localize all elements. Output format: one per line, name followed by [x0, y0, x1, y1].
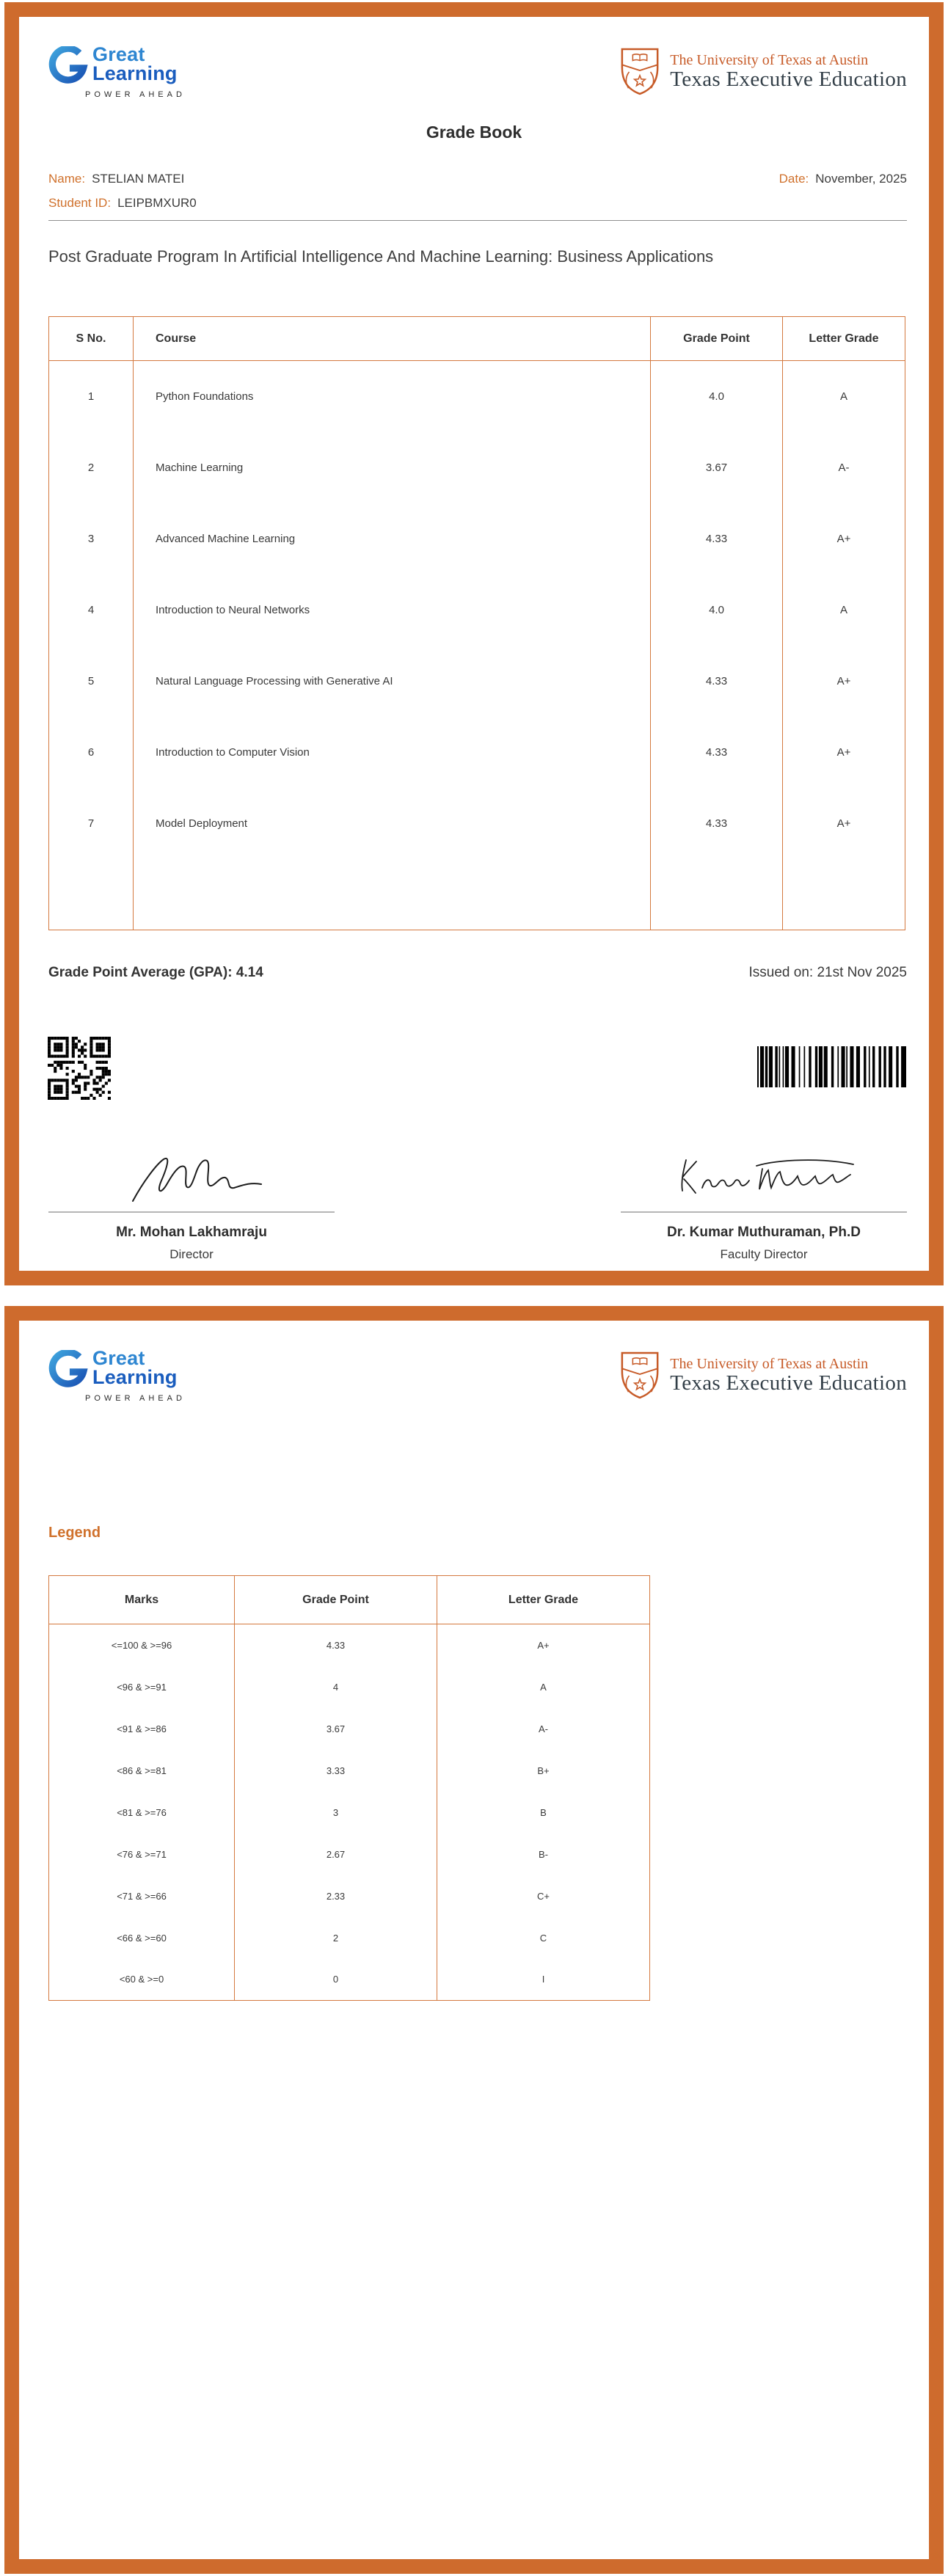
marks-cell: <76 & >=71: [117, 1848, 167, 1860]
course-cell: Python Foundations: [134, 361, 651, 432]
great-learning-wordmark: [92, 45, 178, 83]
grade-point-cell: 4.33: [651, 717, 783, 788]
grade-point-cell: 2: [235, 1917, 437, 1959]
marks-cell: <=100 & >=96: [111, 1639, 172, 1651]
column-header-letter-grade: Letter Grade: [783, 317, 905, 361]
page-title: Grade Book: [426, 123, 522, 142]
gradebook-page-2: [4, 1306, 944, 2574]
serial-cell: 4: [87, 603, 95, 616]
letter-grade-cell: A: [437, 1666, 650, 1708]
signatory-title: Director: [169, 1247, 214, 1261]
grade-point-cell: 0: [235, 1959, 437, 2001]
table-row: [49, 1834, 650, 1875]
great-learning-g-mark-icon: [48, 46, 90, 89]
student-id-value: LEIPBMXUR0: [117, 196, 197, 210]
marks-cell: <71 & >=66: [117, 1890, 167, 1902]
gl-tagline: POWER AHEAD: [85, 1394, 186, 1403]
grade-point-cell: 2.67: [235, 1834, 437, 1875]
grade-point-cell: 3: [235, 1792, 437, 1834]
program-title: Post Graduate Program In Artificial Intelligence And Machine Learning: Business Applications: [48, 247, 714, 266]
gl-tagline: POWER AHEAD: [85, 90, 186, 99]
table-row: [49, 1917, 650, 1959]
column-header-grade-point: Grade Point: [651, 317, 783, 361]
signatory-title: Faculty Director: [720, 1247, 808, 1261]
signature-row: [48, 1147, 907, 1262]
course-cell: Introduction to Neural Networks: [134, 574, 651, 646]
issued-on-text: Issued on: 21st Nov 2025: [748, 965, 907, 980]
ut-line1: The University of Texas at Austin: [670, 51, 869, 68]
table-row: [49, 574, 905, 646]
letter-grade-cell: B: [437, 1792, 650, 1834]
name-value: STELIAN MATEI: [92, 172, 185, 186]
section-divider: [48, 220, 907, 221]
serial-cell: 3: [87, 532, 95, 545]
course-cell: Advanced Machine Learning: [134, 503, 651, 574]
serial-cell: 7: [87, 817, 95, 830]
great-learning-logo: [48, 43, 232, 114]
letter-grade-cell: A+: [783, 503, 905, 574]
serial-cell: 1: [87, 390, 95, 403]
gl-word-learning: Learning: [92, 62, 178, 84]
serial-cell: 6: [87, 745, 95, 759]
table-header-row: [49, 1576, 650, 1624]
course-cell: Machine Learning: [134, 432, 651, 503]
signature-block-director: [48, 1147, 335, 1262]
student-fields: [48, 172, 907, 211]
grade-point-cell: 4.33: [651, 503, 783, 574]
summary-row: [48, 965, 907, 981]
table-row: [49, 1750, 650, 1792]
date-field: [779, 172, 907, 186]
gl-word-great: Great: [92, 1347, 145, 1369]
courses-table: [48, 316, 905, 930]
grade-point-cell: 4.0: [651, 361, 783, 432]
gl-word-great: Great: [92, 43, 145, 65]
grade-point-cell: 4.33: [235, 1624, 437, 1666]
table-row: [49, 1624, 650, 1666]
column-header-marks: Marks: [49, 1576, 235, 1624]
barcode: [757, 1046, 908, 1087]
ut-wordmark: [670, 52, 907, 91]
signatory-name: Mr. Mohan Lakhamraju: [116, 1225, 267, 1240]
table-header-row: [49, 317, 905, 361]
column-header-sno: S No.: [49, 317, 134, 361]
letter-grade-cell: B+: [437, 1750, 650, 1792]
letter-grade-cell: C+: [437, 1875, 650, 1917]
great-learning-g-mark-icon: [48, 1350, 90, 1393]
date-value: November, 2025: [815, 172, 907, 186]
column-header-grade-point: Grade Point: [235, 1576, 437, 1624]
name-label: Name:: [48, 172, 86, 186]
signature-block-faculty-director: [621, 1147, 907, 1262]
ut-shield-icon: [619, 1350, 661, 1400]
page-header: [48, 1347, 907, 1417]
qr-code: [48, 1037, 111, 1100]
marks-cell: <86 & >=81: [117, 1765, 167, 1776]
table-row: [49, 717, 905, 788]
signature-scribble-icon: [111, 1147, 272, 1208]
table-row: [49, 1708, 650, 1750]
letter-grade-cell: A+: [783, 717, 905, 788]
grade-point-cell: 4.33: [651, 788, 783, 859]
serial-cell: 5: [87, 674, 95, 687]
course-cell: Model Deployment: [134, 788, 651, 859]
name-field: [48, 172, 184, 186]
letter-grade-cell: A-: [437, 1708, 650, 1750]
marks-cell: <81 & >=76: [117, 1806, 167, 1818]
grade-point-cell: 4.33: [651, 646, 783, 717]
ut-line1: The University of Texas at Austin: [670, 1355, 869, 1372]
column-header-letter-grade: Letter Grade: [437, 1576, 650, 1624]
serial-cell: 2: [87, 461, 95, 474]
grade-point-cell: 3.33: [235, 1750, 437, 1792]
ut-shield-icon: [619, 46, 661, 96]
ut-line2: Texas Executive Education: [670, 67, 907, 91]
ut-wordmark: [670, 1356, 907, 1395]
table-row: [49, 1959, 650, 2001]
letter-grade-cell: I: [437, 1959, 650, 2001]
signature-line: [621, 1211, 907, 1213]
letter-grade-cell: A: [783, 361, 905, 432]
course-cell: Natural Language Processing with Generative AI: [134, 646, 651, 717]
table-row: [49, 788, 905, 859]
signatory-name: Dr. Kumar Muthuraman, Ph.D: [667, 1225, 861, 1240]
table-row: [49, 1792, 650, 1834]
marks-cell: <91 & >=86: [117, 1723, 167, 1734]
letter-grade-cell: C: [437, 1917, 650, 1959]
table-row: [49, 646, 905, 717]
letter-grade-cell: A+: [783, 646, 905, 717]
gl-word-learning: Learning: [92, 1366, 178, 1388]
letter-grade-cell: A+: [437, 1624, 650, 1666]
table-row: [49, 1666, 650, 1708]
letter-grade-cell: A: [783, 574, 905, 646]
signature-line: [48, 1211, 335, 1213]
ut-line2: Texas Executive Education: [670, 1371, 907, 1395]
gradebook-page-1: [4, 2, 944, 1285]
letter-grade-cell: A-: [783, 432, 905, 503]
legend-title: Legend: [48, 1525, 101, 1541]
grade-point-cell: 3.67: [651, 432, 783, 503]
letter-grade-cell: B-: [437, 1834, 650, 1875]
grade-point-cell: 4.0: [651, 574, 783, 646]
letter-grade-cell: A+: [783, 788, 905, 859]
marks-cell: <60 & >=0: [119, 1974, 164, 1985]
legend-table: [48, 1575, 650, 2001]
empty-filler-row: [49, 859, 905, 930]
grade-point-cell: 4: [235, 1666, 437, 1708]
course-cell: Introduction to Computer Vision: [134, 717, 651, 788]
page-header: [48, 43, 907, 114]
ut-austin-logo: [619, 46, 907, 96]
signature-scribble-icon: [668, 1147, 859, 1208]
table-row: [49, 503, 905, 574]
table-row: [49, 1875, 650, 1917]
student-id-label: Student ID:: [48, 196, 112, 210]
great-learning-wordmark: [92, 1349, 178, 1387]
table-row: [49, 361, 905, 432]
ut-austin-logo: [619, 1350, 907, 1400]
table-row: [49, 432, 905, 503]
marks-cell: <66 & >=60: [117, 1932, 167, 1944]
grade-point-cell: 3.67: [235, 1708, 437, 1750]
date-label: Date:: [779, 172, 809, 186]
column-header-course: Course: [134, 317, 651, 361]
great-learning-logo: [48, 1347, 232, 1417]
gpa-text: Grade Point Average (GPA): 4.14: [48, 965, 263, 980]
student-id-field: [48, 196, 197, 211]
marks-cell: <96 & >=91: [117, 1681, 167, 1693]
grade-point-cell: 2.33: [235, 1875, 437, 1917]
